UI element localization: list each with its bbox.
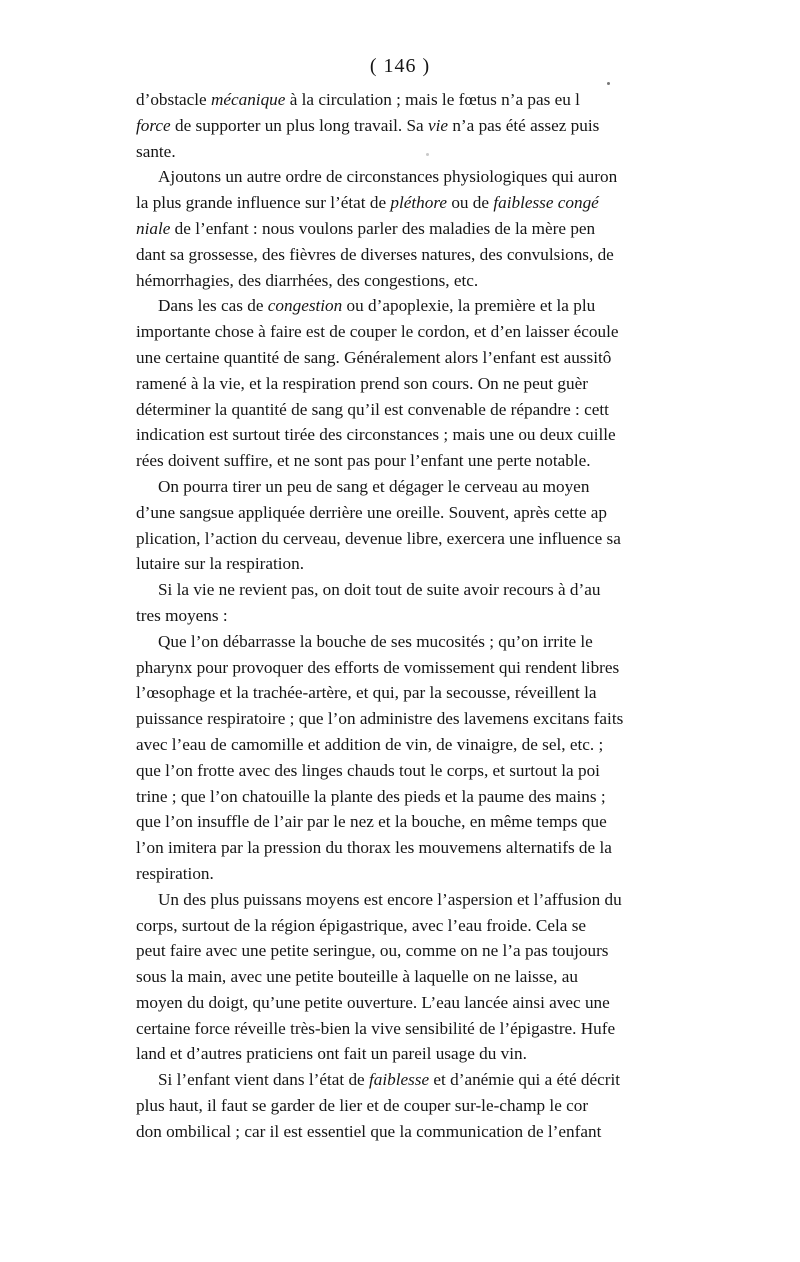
text-run: de l’enfant : nous voulons parler des maladies de la mère pen <box>170 218 596 238</box>
italic-term: force <box>136 115 171 135</box>
text-line <box>136 345 688 371</box>
text-line <box>136 1119 688 1145</box>
text-run: plus haut, il faut se garder de lier et de couper sur-le-champ le cor <box>136 1096 589 1116</box>
text-run: ou de <box>447 193 494 213</box>
text-line <box>136 319 688 345</box>
text-run: ou d’apoplexie, la première et la plu <box>342 296 596 316</box>
page-number: ( 146 ) <box>369 55 431 77</box>
text-run: respiration. <box>136 863 214 883</box>
text-run: que l’on frotte avec des linges chauds tout le corps, et surtout la poi <box>136 760 600 780</box>
text-line <box>136 629 688 655</box>
text-run: Un des plus puissans moyens est encore l’aspersion et l’affusion du <box>158 889 622 909</box>
text-run: importante chose à faire est de couper le cordon, et d’en laisser écoule <box>136 322 619 342</box>
text-line <box>136 732 688 758</box>
text-run: ramené à la vie, et la respiration prend son cours. On ne peut guèr <box>136 373 588 393</box>
text-line <box>136 887 688 913</box>
text-line <box>136 448 688 474</box>
italic-term: vie <box>427 115 449 135</box>
text-line <box>136 680 688 706</box>
text-run: corps, surtout de la région épigastrique, avec l’eau froide. Cela se <box>136 915 587 935</box>
text-run: pharynx pour provoquer des efforts de vomissement qui rendent libres <box>136 657 620 677</box>
text-line <box>136 655 688 681</box>
text-run: certaine force réveille très-bien la vive sensibilité de l’épigastre. Hufe <box>136 1018 616 1038</box>
text-run: moyen du doigt, qu’une petite ouverture. L’eau lancée ainsi avec une <box>136 992 610 1012</box>
text-line <box>136 861 688 887</box>
text-line <box>136 1067 688 1093</box>
text-run: que l’on insuffle de l’air par le nez et la bouche, en même temps que <box>136 812 607 832</box>
italic-term: niale <box>136 218 171 238</box>
text-line <box>136 397 688 423</box>
text-line <box>136 913 688 939</box>
text-line <box>136 371 688 397</box>
text-run: Que l’on débarrasse la bouche de ses mucosités ; qu’on irrite le <box>158 631 593 651</box>
text-run: n’a pas été assez puis <box>448 115 600 135</box>
text-line <box>136 500 688 526</box>
body-text <box>136 87 688 1257</box>
text-line <box>136 551 688 577</box>
text-run: Dans les cas de <box>158 296 268 316</box>
italic-term: congestion <box>267 296 343 316</box>
text-run: et d’anémie qui a été décrit <box>429 1070 621 1090</box>
text-run: lutaire sur la respiration. <box>136 554 304 574</box>
text-run: de supporter un plus long travail. Sa <box>170 115 428 135</box>
text-line <box>136 835 688 861</box>
text-run: puissance respiratoire ; que l’on administre des lavemens excitans faits <box>136 709 624 729</box>
italic-term: pléthore <box>390 193 448 213</box>
text-line <box>136 190 688 216</box>
text-run: trine ; que l’on chatouille la plante des pieds et la paume des mains ; <box>136 786 606 806</box>
text-line <box>136 577 688 603</box>
text-run: la plus grande influence sur l’état de <box>136 193 391 213</box>
text-run: peut faire avec une petite seringue, ou, comme on ne l’a pas toujours <box>136 941 609 961</box>
print-speck <box>426 153 429 156</box>
text-line <box>136 938 688 964</box>
text-line <box>136 474 688 500</box>
text-run: sous la main, avec une petite bouteille à laquelle on ne laisse, au <box>136 967 578 987</box>
text-line <box>136 784 688 810</box>
text-run: à la circulation ; mais le fœtus n’a pas eu l <box>285 90 580 109</box>
text-run: land et d’autres praticiens ont fait un pareil usage du vin. <box>136 1044 527 1064</box>
text-line <box>136 706 688 732</box>
text-line <box>136 1041 688 1067</box>
text-line <box>136 139 688 165</box>
text-line <box>136 1093 688 1119</box>
text-run: don ombilical ; car il est essentiel que la communication de l’enfant <box>136 1121 602 1141</box>
text-line <box>136 113 688 139</box>
text-line <box>136 242 688 268</box>
text-line <box>136 216 688 242</box>
text-run: hémorrhagies, des diarrhées, des congestions, etc. <box>136 270 479 290</box>
text-run: Si l’enfant vient dans l’état de <box>158 1070 369 1090</box>
text-run: rées doivent suffire, et ne sont pas pour l’enfant une perte notable. <box>136 451 591 471</box>
text-line <box>136 268 688 294</box>
italic-term: mécanique <box>210 90 286 109</box>
text-run: indication est surtout tirée des circonstances ; mais une ou deux cuille <box>136 425 616 445</box>
text-line <box>136 758 688 784</box>
text-run: Si la vie ne revient pas, on doit tout de suite avoir recours à d’au <box>158 580 601 600</box>
text-line <box>136 293 688 319</box>
text-line <box>136 964 688 990</box>
text-run: une certaine quantité de sang. Généralement alors l’enfant est aussitô <box>136 347 612 367</box>
text-run: l’on imitera par la pression du thorax les mouvemens alternatifs de la <box>136 838 612 858</box>
text-run: déterminer la quantité de sang qu’il est convenable de répandre : cett <box>136 399 609 419</box>
text-line <box>136 526 688 552</box>
text-line <box>136 990 688 1016</box>
text-run: l’œsophage et la trachée-artère, et qui, par la secousse, réveillent la <box>136 683 597 703</box>
text-run: dant sa grossesse, des fièvres de diverses natures, des convulsions, de <box>136 244 614 264</box>
text-line <box>136 422 688 448</box>
text-run: On pourra tirer un peu de sang et dégager le cerveau au moyen <box>158 476 590 496</box>
italic-term: faiblesse congé <box>493 193 599 213</box>
text-run: d’une sangsue appliquée derrière une oreille. Souvent, après cette ap <box>136 502 608 522</box>
text-run: avec l’eau de camomille et addition de vin, de vinaigre, de sel, etc. ; <box>136 734 604 754</box>
print-speck <box>607 82 610 85</box>
text-line <box>136 1016 688 1042</box>
text-line <box>136 809 688 835</box>
italic-term: faiblesse <box>368 1070 430 1090</box>
text-run: Ajoutons un autre ordre de circonstances physiologiques qui auron <box>158 167 618 187</box>
text-run: d’obstacle <box>136 90 211 109</box>
text-line <box>136 164 688 190</box>
text-run: tres moyens : <box>136 605 228 625</box>
text-line <box>136 87 688 113</box>
text-line <box>136 603 688 629</box>
text-run: sante. <box>136 141 176 161</box>
text-run: plication, l’action du cerveau, devenue libre, exercera une influence sa <box>136 528 621 548</box>
